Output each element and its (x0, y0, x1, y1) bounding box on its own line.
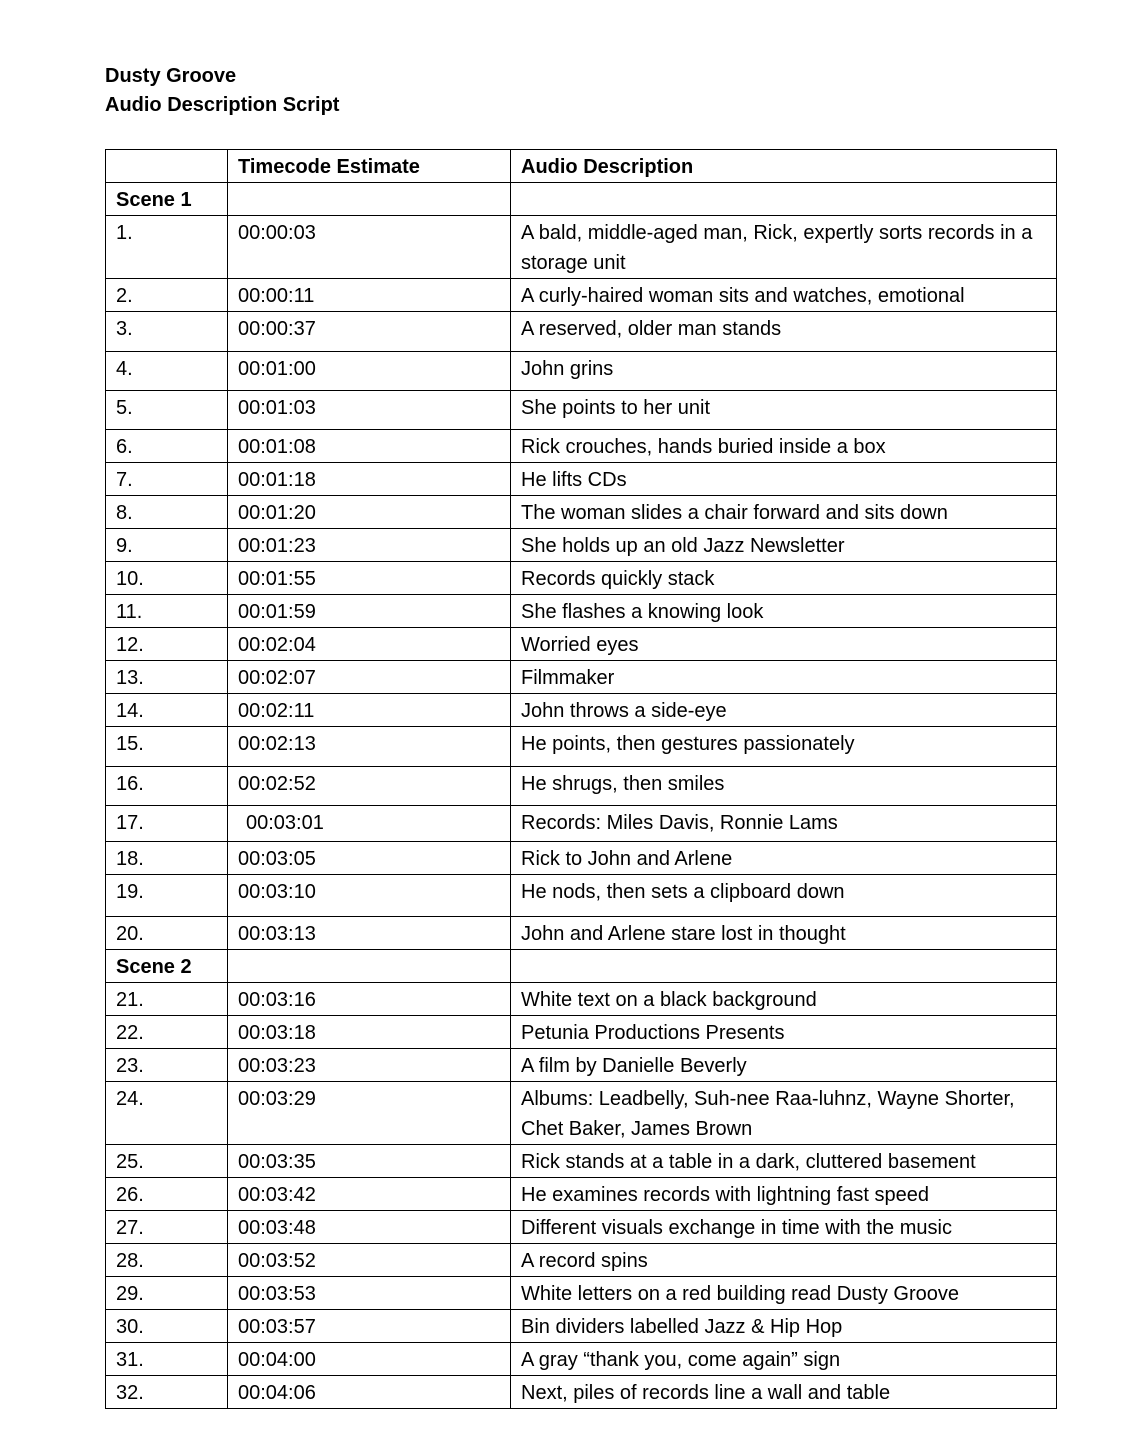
empty-cell (228, 183, 511, 216)
description-cell: Records: Miles Davis, Ronnie Lams (511, 806, 1057, 842)
timecode-cell: 00:03:10 (228, 875, 511, 917)
timecode-cell: 00:03:52 (228, 1244, 511, 1277)
description-cell: A reserved, older man stands (511, 312, 1057, 352)
table-row (106, 1145, 1057, 1178)
table-row (106, 1016, 1057, 1049)
description-cell: She points to her unit (511, 391, 1057, 430)
row-number: 1. (106, 216, 228, 279)
row-number: 7. (106, 463, 228, 496)
table-row (106, 430, 1057, 463)
row-number: 14. (106, 694, 228, 727)
table-row (106, 875, 1057, 917)
description-cell: White text on a black background (511, 983, 1057, 1016)
row-number: 18. (106, 842, 228, 875)
description-cell: Next, piles of records line a wall and table (511, 1376, 1057, 1409)
timecode-cell: 00:03:23 (228, 1049, 511, 1082)
row-number: 16. (106, 767, 228, 806)
row-number: 32. (106, 1376, 228, 1409)
table-row (106, 1277, 1057, 1310)
table-row (106, 727, 1057, 767)
table-row (106, 661, 1057, 694)
table-row (106, 842, 1057, 875)
empty-cell (511, 950, 1057, 983)
row-number: 23. (106, 1049, 228, 1082)
row-number: 3. (106, 312, 228, 352)
row-number: 29. (106, 1277, 228, 1310)
empty-cell (228, 950, 511, 983)
description-cell: Rick to John and Arlene (511, 842, 1057, 875)
table-row (106, 694, 1057, 727)
description-cell: John and Arlene stare lost in thought (511, 917, 1057, 950)
description-cell: Rick crouches, hands buried inside a box (511, 430, 1057, 463)
table-row (106, 562, 1057, 595)
scene-row (106, 183, 1057, 216)
table-row (106, 391, 1057, 430)
row-number: 8. (106, 496, 228, 529)
table-row (106, 917, 1057, 950)
table-row (106, 1178, 1057, 1211)
description-cell: A bald, middle-aged man, Rick, expertly sorts records in a storage unit (511, 216, 1057, 279)
timecode-cell: 00:03:53 (228, 1277, 511, 1310)
timecode-cell: 00:03:29 (228, 1082, 511, 1145)
description-cell: He examines records with lightning fast speed (511, 1178, 1057, 1211)
timecode-cell: 00:00:03 (228, 216, 511, 279)
document-title: Dusty Groove (105, 65, 237, 87)
timecode-cell: 00:03:57 (228, 1310, 511, 1343)
description-cell: Records quickly stack (511, 562, 1057, 595)
timecode-cell: 00:03:16 (228, 983, 511, 1016)
timecode-cell: 00:03:18 (228, 1016, 511, 1049)
row-number: 22. (106, 1016, 228, 1049)
table-header-row (106, 150, 1057, 183)
table-row (106, 216, 1057, 279)
description-cell: He points, then gestures passionately (511, 727, 1057, 767)
row-number: 30. (106, 1310, 228, 1343)
timecode-cell: 00:03:13 (228, 917, 511, 950)
scene-row (106, 950, 1057, 983)
timecode-cell: 00:01:00 (228, 352, 511, 391)
audio-description-table (105, 149, 1057, 1409)
row-number: 4. (106, 352, 228, 391)
table-row (106, 1049, 1057, 1082)
row-number: 20. (106, 917, 228, 950)
timecode-cell: 00:03:35 (228, 1145, 511, 1178)
column-header-timecode: Timecode Estimate (228, 150, 511, 183)
description-cell: He shrugs, then smiles (511, 767, 1057, 806)
table-row (106, 312, 1057, 352)
description-cell: John throws a side-eye (511, 694, 1057, 727)
row-number: 26. (106, 1178, 228, 1211)
description-cell: Filmmaker (511, 661, 1057, 694)
row-number: 31. (106, 1343, 228, 1376)
column-header-number (106, 150, 228, 183)
description-cell: She holds up an old Jazz Newsletter (511, 529, 1057, 562)
description-cell: A film by Danielle Beverly (511, 1049, 1057, 1082)
row-number: 2. (106, 279, 228, 312)
description-cell: Different visuals exchange in time with the music (511, 1211, 1057, 1244)
table-row (106, 983, 1057, 1016)
description-cell: Bin dividers labelled Jazz & Hip Hop (511, 1310, 1057, 1343)
table-row (106, 806, 1057, 842)
timecode-cell: 00:04:06 (228, 1376, 511, 1409)
description-cell: Petunia Productions Presents (511, 1016, 1057, 1049)
description-cell: Albums: Leadbelly, Suh-nee Raa-luhnz, Wayne Shorter, Chet Baker, James Brown (511, 1082, 1057, 1145)
description-cell: She flashes a knowing look (511, 595, 1057, 628)
timecode-cell: 00:02:11 (228, 694, 511, 727)
row-number: 19. (106, 875, 228, 917)
description-cell: A record spins (511, 1244, 1057, 1277)
row-number: 15. (106, 727, 228, 767)
table-row (106, 628, 1057, 661)
table-row (106, 1343, 1057, 1376)
timecode-cell: 00:02:13 (228, 727, 511, 767)
description-cell: He nods, then sets a clipboard down (511, 875, 1057, 917)
table-row (106, 496, 1057, 529)
row-number: 12. (106, 628, 228, 661)
timecode-cell: 00:03:05 (228, 842, 511, 875)
table-row (106, 1244, 1057, 1277)
description-cell: The woman slides a chair forward and sits down (511, 496, 1057, 529)
description-cell: Worried eyes (511, 628, 1057, 661)
table-row (106, 1211, 1057, 1244)
table-row (106, 463, 1057, 496)
scene-label: Scene 2 (106, 950, 228, 983)
row-number: 13. (106, 661, 228, 694)
timecode-cell: 00:03:42 (228, 1178, 511, 1211)
row-number: 9. (106, 529, 228, 562)
timecode-cell: 00:01:23 (228, 529, 511, 562)
description-cell: John grins (511, 352, 1057, 391)
table-row (106, 529, 1057, 562)
timecode-cell: 00:02:04 (228, 628, 511, 661)
row-number: 17. (106, 806, 228, 842)
column-header-description: Audio Description (511, 150, 1057, 183)
timecode-cell: 00:01:20 (228, 496, 511, 529)
row-number: 21. (106, 983, 228, 1016)
timecode-cell: 00:01:03 (228, 391, 511, 430)
timecode-cell: 00:00:11 (228, 279, 511, 312)
table-row (106, 1376, 1057, 1409)
table-row (106, 595, 1057, 628)
table-row (106, 1310, 1057, 1343)
row-number: 11. (106, 595, 228, 628)
timecode-cell: 00:01:55 (228, 562, 511, 595)
row-number: 28. (106, 1244, 228, 1277)
table-row (106, 279, 1057, 312)
row-number: 10. (106, 562, 228, 595)
timecode-cell: 00:03:01 (228, 806, 511, 842)
row-number: 6. (106, 430, 228, 463)
timecode-cell: 00:00:37 (228, 312, 511, 352)
description-cell: White letters on a red building read Dusty Groove (511, 1277, 1057, 1310)
document-subtitle: Audio Description Script (105, 94, 340, 116)
row-number: 25. (106, 1145, 228, 1178)
description-cell: A gray “thank you, come again” sign (511, 1343, 1057, 1376)
timecode-cell: 00:03:48 (228, 1211, 511, 1244)
row-number: 24. (106, 1082, 228, 1145)
timecode-cell: 00:01:08 (228, 430, 511, 463)
timecode-cell: 00:02:07 (228, 661, 511, 694)
timecode-cell: 00:01:59 (228, 595, 511, 628)
timecode-cell: 00:02:52 (228, 767, 511, 806)
table-row (106, 352, 1057, 391)
description-cell: Rick stands at a table in a dark, cluttered basement (511, 1145, 1057, 1178)
table-row (106, 1082, 1057, 1145)
scene-label: Scene 1 (106, 183, 228, 216)
document-header (105, 62, 339, 120)
row-number: 27. (106, 1211, 228, 1244)
timecode-cell: 00:01:18 (228, 463, 511, 496)
description-cell: He lifts CDs (511, 463, 1057, 496)
description-cell: A curly-haired woman sits and watches, emotional (511, 279, 1057, 312)
table-row (106, 767, 1057, 806)
timecode-cell: 00:04:00 (228, 1343, 511, 1376)
row-number: 5. (106, 391, 228, 430)
empty-cell (511, 183, 1057, 216)
